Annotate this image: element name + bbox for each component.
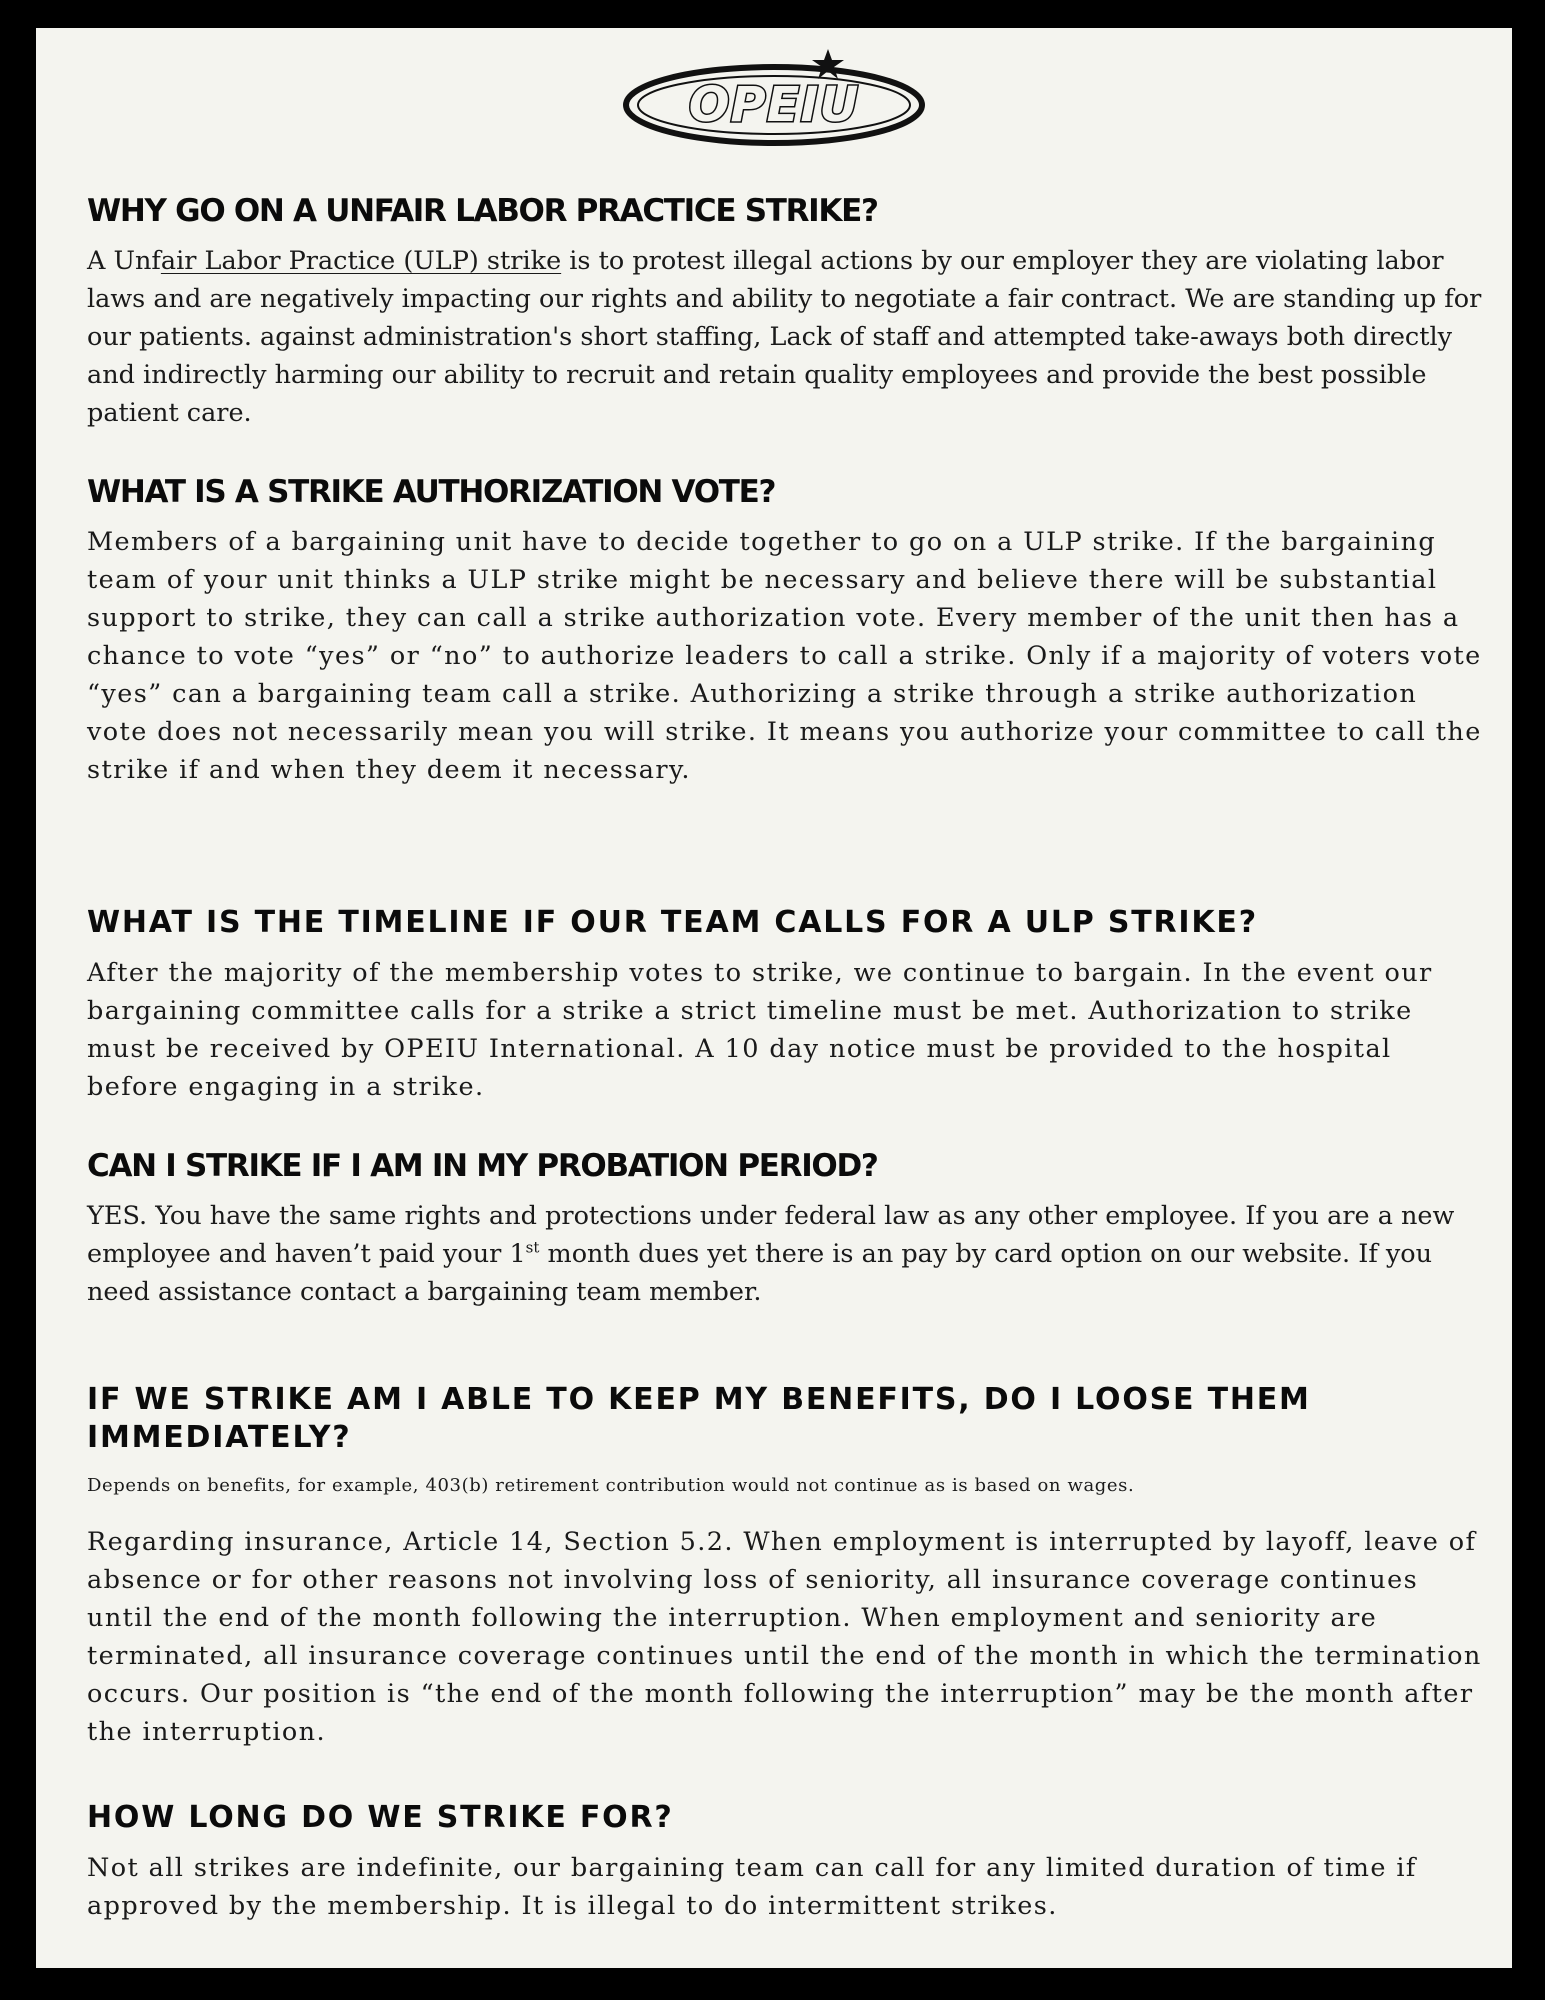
section-heading: WHAT IS A STRIKE AUTHORIZATION VOTE? <box>87 474 776 510</box>
faq-section-duration <box>87 1799 1487 1925</box>
logo-emblem <box>619 41 929 151</box>
section-heading: WHY GO ON A UNFAIR LABOR PRACTICE STRIKE? <box>87 193 878 229</box>
faq-section-ulp <box>87 192 1487 432</box>
section-body <box>87 242 1487 432</box>
section-heading: WHAT IS THE TIMELINE IF OUR TEAM CALLS FOR A ULP STRIKE? <box>87 905 1258 940</box>
section-body: After the majority of the membership votes to strike, we continue to bargain. In the event our bargaining committee calls for a strike a strict timeline must be met. Authorization to strike must be received by OPEIU International. A 10 day notice must be provided to the hospital before engaging in a strike. <box>87 958 1433 1102</box>
flyer-page <box>36 28 1512 1968</box>
faq-section-authorization-vote <box>87 473 1487 789</box>
section-heading: HOW LONG DO WE STRIKE FOR? <box>87 1800 674 1835</box>
faq-section-timeline <box>87 904 1487 1106</box>
body-text: A Unf <box>87 246 161 276</box>
body-text: month dues yet there is an pay by card option on our website. If you need assistance contact a bargaining team member. <box>87 1239 1433 1307</box>
opeiu-logo <box>36 28 1512 163</box>
section-body: Members of a bargaining unit have to decide together to go on a ULP strike. If the bargaining team of your unit thinks a ULP strike might be necessary and believe there will be substantial support to strike, they can call a strike authorization vote. Every member of the unit then has a chance to vote “yes” or “no” to authorize leaders to call a strike. Only if a majority of voters vote “yes” can a bargaining team call a strike. Authorizing a strike through a strike authorization vote does not necessarily mean you will strike. It means you authorize your committee to call the strike if and when they deem it necessary. <box>87 527 1482 785</box>
ulp-strike-link-text: air Labor Practice (ULP) strike <box>160 246 562 276</box>
body-text: is to protest illegal actions by our employer they are violating labor laws and are negatively impacting our rights and ability to negotiate a fair contract. We are standing up for our patients. against administration's short staffing, Lack of staff and attempted take-aways both directly and indirectly harming our ability to recruit and retain quality employees and provide the best possible patient care. <box>87 246 1482 428</box>
faq-section-probation <box>87 1147 1487 1311</box>
star-icon <box>812 49 844 79</box>
section-heading: CAN I STRIKE IF I AM IN MY PROBATION PERIOD? <box>87 1148 878 1184</box>
section-body: Regarding insurance, Article 14, Section 5.2. When employment is interrupted by layoff, leave of absence or for other reasons not involving loss of seniority, all insurance coverage continues until the end of the month following the interruption. When employment and seniority are terminated, all insurance coverage continues until the end of the month in which the termination occurs. Our position is “the end of the month following the interruption” may be the month after the interruption. <box>87 1527 1482 1747</box>
benefits-note: Depends on benefits, for example, 403(b) retirement contribution would not continue as is based on wages. <box>87 1475 1135 1496</box>
body-text: YES. You have the same rights and protections under federal law as any other employee. If you are a new employee and haven’t paid your 1 <box>87 1201 1455 1269</box>
ordinal-suffix: st <box>525 1238 540 1257</box>
section-heading: IF WE STRIKE AM I ABLE TO KEEP MY BENEFITS, DO I LOOSE THEM IMMEDIATELY? <box>87 1382 1311 1455</box>
section-body: Not all strikes are indefinite, our bargaining team can call for any limited duration of time if approved by the membership. It is illegal to do intermittent strikes. <box>87 1853 1417 1921</box>
faq-section-benefits <box>87 1381 1487 1751</box>
section-body <box>87 1197 1487 1311</box>
logo-text: OPEIU <box>688 76 860 133</box>
